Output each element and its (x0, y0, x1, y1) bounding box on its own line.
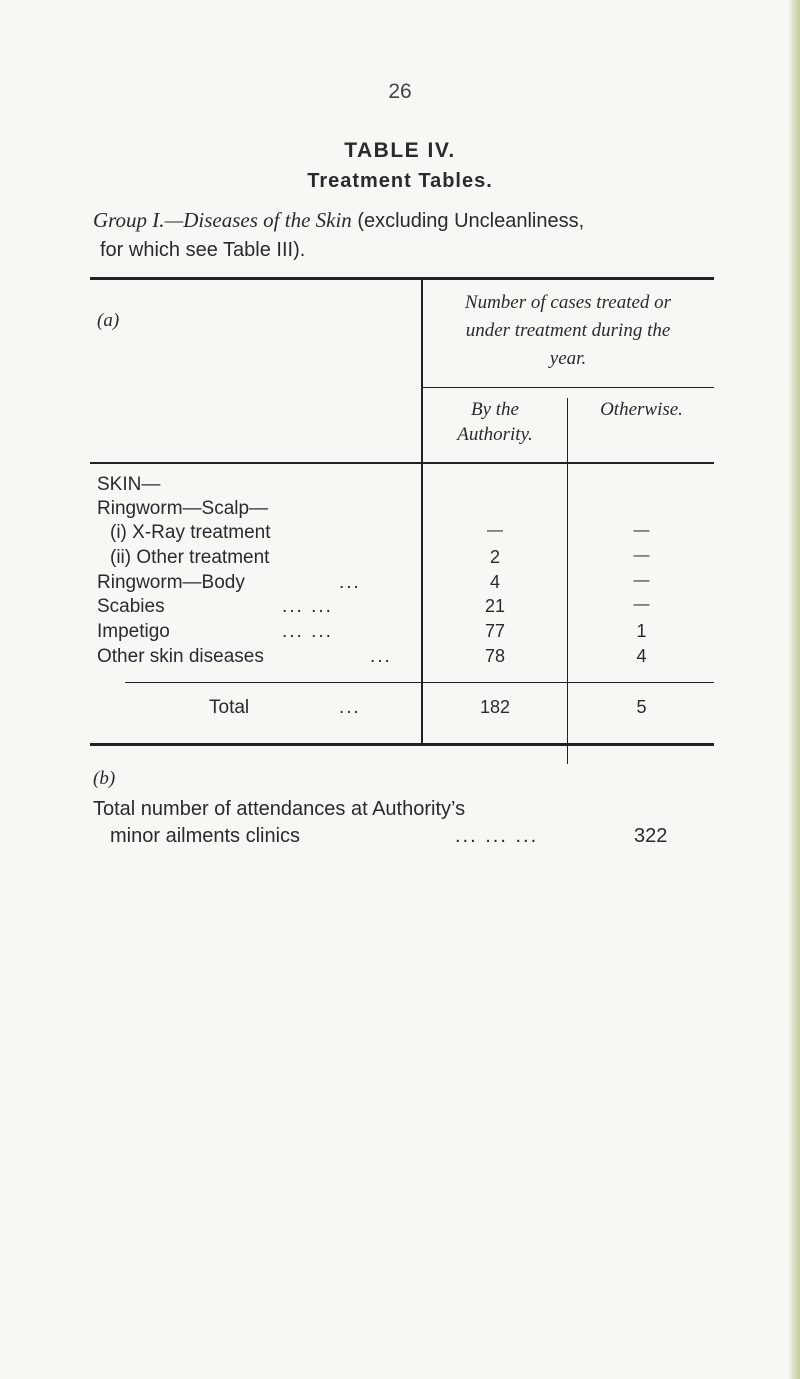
cell-otherwise: — (633, 596, 650, 613)
group-note-continued: for which see Table III). (100, 239, 306, 261)
cell-authority: 21 (484, 596, 506, 616)
header-bottom-rule (90, 462, 714, 464)
header-group-line-2: under treatment during the (465, 320, 671, 341)
table-subtitle: Treatment Tables. (307, 170, 493, 192)
cell-authority: 77 (484, 621, 506, 641)
total-leader-dots: ... (339, 697, 361, 718)
table-bottom-rule (90, 743, 714, 746)
group-topic: Diseases of the Skin (183, 208, 352, 232)
row-label: Impetigo (97, 621, 170, 642)
cell-otherwise: — (633, 522, 650, 539)
col-otherwise-header: Otherwise. (600, 399, 683, 420)
section-a-label: (a) (97, 310, 120, 331)
col-authority-header-line-2: Authority. (457, 424, 533, 445)
row-leader-dots: ... (370, 646, 392, 667)
table-top-rule (90, 277, 714, 280)
group-label: Group I. (93, 208, 165, 232)
row-leader-dots: ... ... (282, 596, 333, 617)
row-leader-dots: ... (339, 572, 361, 593)
table-title: TABLE IV. (344, 139, 456, 162)
row-label: Other skin diseases (97, 646, 264, 667)
page-edge-shadow (788, 0, 800, 1379)
total-authority: 182 (479, 697, 511, 717)
group-dash: — (164, 208, 184, 232)
header-group-rule (422, 387, 714, 388)
row-label: (ii) Other treatment (110, 547, 270, 568)
group-note: (excluding Uncleanliness, (357, 210, 585, 232)
total-otherwise: 5 (636, 697, 647, 717)
cell-otherwise: — (633, 547, 650, 564)
cell-authority: — (487, 522, 503, 539)
row-leader-dots: ... ... (282, 621, 333, 642)
cell-otherwise: 4 (636, 646, 647, 666)
header-group-line-3: year. (549, 348, 587, 369)
row-label: Scabies (97, 596, 165, 617)
total-top-rule (125, 682, 714, 683)
row-label: Ringworm—Body (97, 572, 245, 593)
page-number: 26 (388, 80, 412, 103)
section-b-leader-dots: ... ... ... (455, 825, 539, 847)
header-group-line-1: Number of cases treated or (464, 292, 672, 313)
col-authority-header-line-1: By the (470, 399, 519, 420)
section-b-line-1: Total number of attendances at Authority’s (93, 798, 466, 820)
section-b-line-2: minor ailments clinics (110, 825, 301, 847)
section-b-value: 322 (634, 825, 668, 847)
cell-otherwise: 1 (636, 621, 647, 641)
row-label: (i) X-Ray treatment (110, 522, 271, 543)
cell-otherwise: — (633, 572, 650, 589)
group-heading (93, 206, 733, 265)
category-skin: SKIN— (97, 474, 161, 495)
subcategory-ringworm-scalp: Ringworm—Scalp— (97, 498, 269, 519)
section-b-label: (b) (93, 768, 116, 789)
cell-authority: 2 (489, 547, 500, 567)
cell-authority: 78 (484, 646, 506, 666)
cell-authority: 4 (489, 572, 500, 592)
total-label: Total (209, 697, 250, 718)
